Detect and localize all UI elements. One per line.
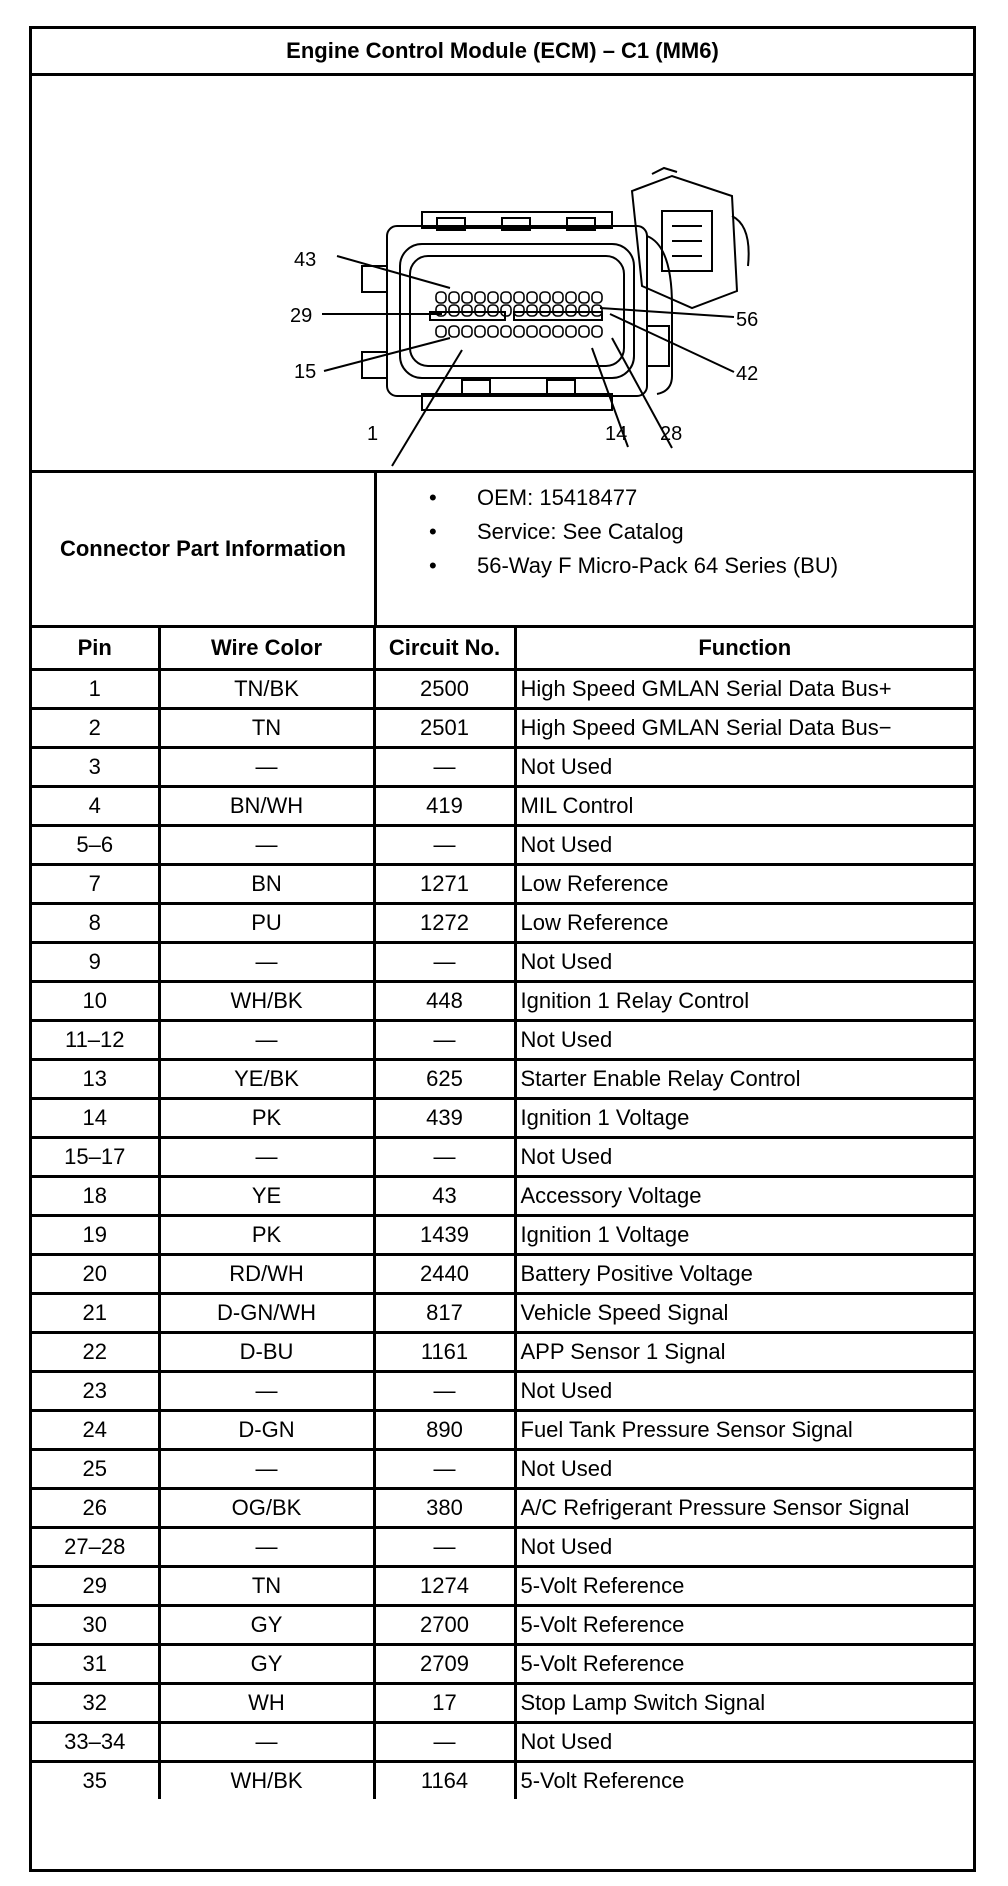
pin-cavity bbox=[592, 305, 602, 316]
pin-cavity bbox=[579, 292, 589, 303]
wire-color-cell: YE bbox=[159, 1177, 374, 1216]
table-row bbox=[32, 1606, 973, 1645]
table-row bbox=[32, 982, 973, 1021]
table-row bbox=[32, 865, 973, 904]
table-row bbox=[32, 1255, 973, 1294]
pinout-table bbox=[32, 628, 973, 1799]
pin-cavity bbox=[436, 326, 446, 337]
pin-cavity bbox=[475, 305, 485, 316]
function-cell: Not Used bbox=[515, 943, 973, 982]
pin-cavity bbox=[436, 292, 446, 303]
connector-drawing bbox=[32, 76, 973, 470]
function-cell: Not Used bbox=[515, 1372, 973, 1411]
pin-cavity bbox=[501, 326, 511, 337]
wire-color-cell: — bbox=[159, 826, 374, 865]
wire-color-cell: BN/WH bbox=[159, 787, 374, 826]
function-cell: APP Sensor 1 Signal bbox=[515, 1333, 973, 1372]
table-row bbox=[32, 1333, 973, 1372]
circuit-cell: 1274 bbox=[374, 1567, 515, 1606]
pin-cavity bbox=[462, 326, 472, 337]
table-row bbox=[32, 1528, 973, 1567]
circuit-cell: 439 bbox=[374, 1099, 515, 1138]
pin-cell: 24 bbox=[32, 1411, 159, 1450]
table-row bbox=[32, 709, 973, 748]
pin-cell: 9 bbox=[32, 943, 159, 982]
function-cell: Not Used bbox=[515, 1021, 973, 1060]
pin-cavity bbox=[540, 292, 550, 303]
function-cell: Not Used bbox=[515, 1723, 973, 1762]
circuit-cell: 890 bbox=[374, 1411, 515, 1450]
table-row bbox=[32, 1060, 973, 1099]
wire-color-cell: — bbox=[159, 748, 374, 787]
pin-cell: 35 bbox=[32, 1762, 159, 1800]
circuit-cell: — bbox=[374, 1138, 515, 1177]
pin-label-42: 42 bbox=[736, 363, 759, 385]
circuit-cell: — bbox=[374, 943, 515, 982]
table-row bbox=[32, 1021, 973, 1060]
pin-cell: 14 bbox=[32, 1099, 159, 1138]
pin-cavity bbox=[527, 292, 537, 303]
pin-cell: 21 bbox=[32, 1294, 159, 1333]
function-cell: 5-Volt Reference bbox=[515, 1567, 973, 1606]
wire-color-cell: TN bbox=[159, 709, 374, 748]
pin-cavity bbox=[514, 305, 524, 316]
connector-info-list bbox=[377, 473, 973, 625]
function-cell: Not Used bbox=[515, 1138, 973, 1177]
pin-label-29: 29 bbox=[290, 305, 313, 327]
table-row bbox=[32, 1723, 973, 1762]
pin-cell: 30 bbox=[32, 1606, 159, 1645]
pin-cavity bbox=[553, 305, 563, 316]
circuit-cell: 448 bbox=[374, 982, 515, 1021]
pin-cavity bbox=[527, 305, 537, 316]
circuit-cell: 2501 bbox=[374, 709, 515, 748]
pin-cavity bbox=[566, 326, 576, 337]
table-row bbox=[32, 1684, 973, 1723]
function-cell: Vehicle Speed Signal bbox=[515, 1294, 973, 1333]
pin-cell: 29 bbox=[32, 1567, 159, 1606]
pin-cell: 26 bbox=[32, 1489, 159, 1528]
pin-cell: 23 bbox=[32, 1372, 159, 1411]
circuit-cell: 419 bbox=[374, 787, 515, 826]
function-cell: High Speed GMLAN Serial Data Bus− bbox=[515, 709, 973, 748]
pin-cell: 13 bbox=[32, 1060, 159, 1099]
header-function: Function bbox=[515, 628, 973, 670]
table-row bbox=[32, 1177, 973, 1216]
circuit-cell: — bbox=[374, 748, 515, 787]
pin-label-28: 28 bbox=[660, 423, 683, 445]
leader-43 bbox=[337, 256, 450, 288]
pin-cell: 3 bbox=[32, 748, 159, 787]
function-cell: 5-Volt Reference bbox=[515, 1762, 973, 1800]
pin-cavity bbox=[579, 305, 589, 316]
table-row bbox=[32, 670, 973, 709]
circuit-cell: 625 bbox=[374, 1060, 515, 1099]
wire-color-cell: PK bbox=[159, 1099, 374, 1138]
circuit-cell: 380 bbox=[374, 1489, 515, 1528]
table-row bbox=[32, 1138, 973, 1177]
connector-diagram bbox=[32, 76, 973, 473]
table-row bbox=[32, 1411, 973, 1450]
pin-cavity bbox=[592, 326, 602, 337]
table-row bbox=[32, 1645, 973, 1684]
pin-cell: 1 bbox=[32, 670, 159, 709]
pin-cavity bbox=[501, 292, 511, 303]
table-row bbox=[32, 1294, 973, 1333]
wire-color-cell: — bbox=[159, 1723, 374, 1762]
wire-color-cell: TN/BK bbox=[159, 670, 374, 709]
pin-cell: 32 bbox=[32, 1684, 159, 1723]
table-row bbox=[32, 1489, 973, 1528]
table-row bbox=[32, 1099, 973, 1138]
circuit-cell: — bbox=[374, 1021, 515, 1060]
pin-label-43: 43 bbox=[294, 249, 317, 271]
pin-cavity bbox=[488, 292, 498, 303]
function-cell: 5-Volt Reference bbox=[515, 1606, 973, 1645]
wire-color-cell: D-BU bbox=[159, 1333, 374, 1372]
pin-cell: 25 bbox=[32, 1450, 159, 1489]
pin-cavity bbox=[462, 292, 472, 303]
wire-color-cell: WH bbox=[159, 1684, 374, 1723]
pin-cell: 27–28 bbox=[32, 1528, 159, 1567]
pin-cell: 19 bbox=[32, 1216, 159, 1255]
circuit-cell: — bbox=[374, 826, 515, 865]
pin-cavity bbox=[488, 305, 498, 316]
table-row bbox=[32, 1567, 973, 1606]
wire-color-cell: — bbox=[159, 1138, 374, 1177]
pin-cavity bbox=[566, 292, 576, 303]
function-cell: A/C Refrigerant Pressure Sensor Signal bbox=[515, 1489, 973, 1528]
pin-cavity bbox=[514, 326, 524, 337]
function-cell: Not Used bbox=[515, 748, 973, 787]
circuit-cell: 1271 bbox=[374, 865, 515, 904]
pin-cavity bbox=[449, 305, 459, 316]
pin-cavity bbox=[592, 292, 602, 303]
circuit-cell: — bbox=[374, 1528, 515, 1567]
circuit-cell: 2700 bbox=[374, 1606, 515, 1645]
connector-info bbox=[32, 473, 973, 628]
pin-cell: 5–6 bbox=[32, 826, 159, 865]
header-circuit-no: Circuit No. bbox=[374, 628, 515, 670]
pin-cavity bbox=[566, 305, 576, 316]
wire-color-cell: — bbox=[159, 1021, 374, 1060]
pin-cavity bbox=[540, 326, 550, 337]
pin-cavity bbox=[475, 292, 485, 303]
pin-label-1: 1 bbox=[367, 423, 379, 445]
pin-cell: 11–12 bbox=[32, 1021, 159, 1060]
table-row bbox=[32, 1762, 973, 1800]
info-item-oem: • OEM: 15418477 bbox=[429, 481, 973, 515]
circuit-cell: 1164 bbox=[374, 1762, 515, 1800]
wire-color-cell: RD/WH bbox=[159, 1255, 374, 1294]
wire-color-cell: GY bbox=[159, 1645, 374, 1684]
table-row bbox=[32, 748, 973, 787]
circuit-cell: 2500 bbox=[374, 670, 515, 709]
wire-color-cell: D-GN/WH bbox=[159, 1294, 374, 1333]
function-cell: Not Used bbox=[515, 1528, 973, 1567]
wire-color-cell: — bbox=[159, 1528, 374, 1567]
function-cell: Starter Enable Relay Control bbox=[515, 1060, 973, 1099]
wire-color-cell: WH/BK bbox=[159, 982, 374, 1021]
wire-color-cell: — bbox=[159, 1372, 374, 1411]
function-cell: Low Reference bbox=[515, 904, 973, 943]
pin-cell: 4 bbox=[32, 787, 159, 826]
wire-color-cell: PK bbox=[159, 1216, 374, 1255]
function-cell: Not Used bbox=[515, 826, 973, 865]
pin-label-56: 56 bbox=[736, 309, 759, 331]
table-row bbox=[32, 1372, 973, 1411]
pin-cell: 20 bbox=[32, 1255, 159, 1294]
connector-info-label: Connector Part Information bbox=[32, 473, 377, 625]
pin-cavity bbox=[540, 305, 550, 316]
circuit-cell: 2440 bbox=[374, 1255, 515, 1294]
table-row bbox=[32, 1216, 973, 1255]
pin-cell: 10 bbox=[32, 982, 159, 1021]
pin-label-15: 15 bbox=[294, 361, 317, 383]
table-row bbox=[32, 1450, 973, 1489]
pin-cell: 31 bbox=[32, 1645, 159, 1684]
function-cell: Battery Positive Voltage bbox=[515, 1255, 973, 1294]
pin-cell: 18 bbox=[32, 1177, 159, 1216]
function-cell: Ignition 1 Voltage bbox=[515, 1216, 973, 1255]
pin-cavity bbox=[475, 326, 485, 337]
pin-cavity bbox=[449, 292, 459, 303]
table-row bbox=[32, 904, 973, 943]
function-cell: Fuel Tank Pressure Sensor Signal bbox=[515, 1411, 973, 1450]
circuit-cell: — bbox=[374, 1450, 515, 1489]
function-cell: MIL Control bbox=[515, 787, 973, 826]
circuit-cell: 1272 bbox=[374, 904, 515, 943]
pin-cell: 33–34 bbox=[32, 1723, 159, 1762]
wire-color-cell: PU bbox=[159, 904, 374, 943]
pin-cavity bbox=[579, 326, 589, 337]
wire-color-cell: WH/BK bbox=[159, 1762, 374, 1800]
circuit-cell: 2709 bbox=[374, 1645, 515, 1684]
circuit-cell: — bbox=[374, 1372, 515, 1411]
function-cell: Stop Lamp Switch Signal bbox=[515, 1684, 973, 1723]
circuit-cell: 43 bbox=[374, 1177, 515, 1216]
table-row bbox=[32, 787, 973, 826]
wire-color-cell: BN bbox=[159, 865, 374, 904]
pin-cavity bbox=[449, 326, 459, 337]
circuit-cell: 1161 bbox=[374, 1333, 515, 1372]
table-row bbox=[32, 943, 973, 982]
table-row bbox=[32, 826, 973, 865]
wire-color-cell: TN bbox=[159, 1567, 374, 1606]
wire-color-cell: — bbox=[159, 1450, 374, 1489]
wire-color-cell: YE/BK bbox=[159, 1060, 374, 1099]
function-cell: 5-Volt Reference bbox=[515, 1645, 973, 1684]
pin-cavity bbox=[527, 326, 537, 337]
info-item-type: • 56-Way F Micro-Pack 64 Series (BU) bbox=[429, 549, 973, 583]
function-cell: High Speed GMLAN Serial Data Bus+ bbox=[515, 670, 973, 709]
function-cell: Not Used bbox=[515, 1450, 973, 1489]
wire-color-cell: — bbox=[159, 943, 374, 982]
pin-cell: 2 bbox=[32, 709, 159, 748]
circuit-cell: 17 bbox=[374, 1684, 515, 1723]
circuit-cell: 817 bbox=[374, 1294, 515, 1333]
circuit-cell: — bbox=[374, 1723, 515, 1762]
pin-cavity bbox=[553, 292, 563, 303]
function-cell: Ignition 1 Voltage bbox=[515, 1099, 973, 1138]
header-wire-color: Wire Color bbox=[159, 628, 374, 670]
info-item-service: • Service: See Catalog bbox=[429, 515, 973, 549]
leader-56 bbox=[600, 308, 734, 317]
circuit-cell: 1439 bbox=[374, 1216, 515, 1255]
pin-cavity bbox=[514, 292, 524, 303]
pin-cavity bbox=[462, 305, 472, 316]
function-cell: Accessory Voltage bbox=[515, 1177, 973, 1216]
pin-label-14: 14 bbox=[605, 423, 628, 445]
connector-sheet bbox=[29, 26, 976, 1872]
page-title: Engine Control Module (ECM) – C1 (MM6) bbox=[32, 29, 973, 76]
wire-color-cell: OG/BK bbox=[159, 1489, 374, 1528]
wire-color-cell: GY bbox=[159, 1606, 374, 1645]
function-cell: Low Reference bbox=[515, 865, 973, 904]
header-pin: Pin bbox=[32, 628, 159, 670]
pin-cell: 15–17 bbox=[32, 1138, 159, 1177]
pin-cell: 22 bbox=[32, 1333, 159, 1372]
pin-cavity bbox=[488, 326, 498, 337]
pin-cavity bbox=[553, 326, 563, 337]
wire-color-cell: D-GN bbox=[159, 1411, 374, 1450]
pin-cell: 7 bbox=[32, 865, 159, 904]
function-cell: Ignition 1 Relay Control bbox=[515, 982, 973, 1021]
pin-cell: 8 bbox=[32, 904, 159, 943]
